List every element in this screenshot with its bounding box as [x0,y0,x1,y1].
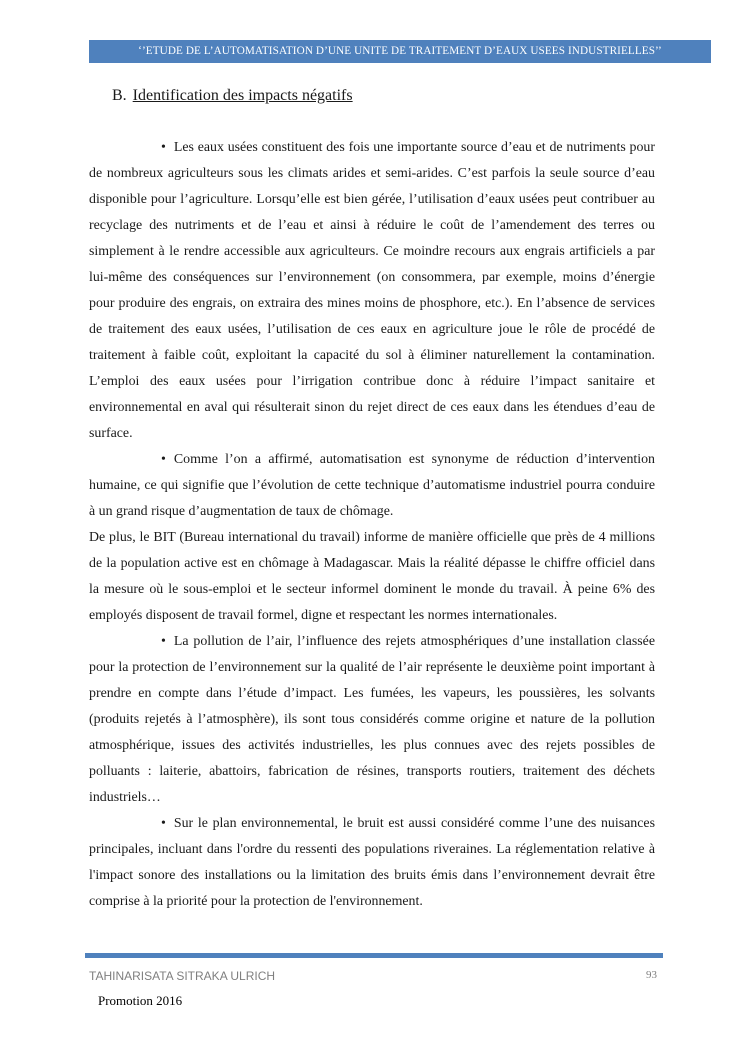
bullet-icon: • [161,634,166,649]
paragraph-text: Comme l’on a affirmé, automatisation est synonyme de réduction d’intervention humaine, ce qui signifie que l’évolution de cette technique d’automatisme industriel pourra conduire à un grand risque d’augmentation de taux de chômage. [89,452,655,519]
paragraph-bit-statistics [89,525,655,629]
bullet-icon: • [161,140,166,155]
footer-divider [85,953,663,958]
paragraph-text: De plus, le BIT (Bureau international du travail) informe de manière officielle que près de 4 millions de la population active est en chômage à Madagascar. Mais la réalité dépasse le chiffre officiel dans la mesure où le sous-emploi et le secteur informel dominent le monde du travail. À peine 6% des employés disposent de travail formel, digne et respectant les normes internationales. [89,530,655,623]
paragraph-text: Sur le plan environnemental, le bruit est aussi considéré comme l’une des nuisances principales, incluant dans l'ordre du ressenti des populations riveraines. La réglementation relative à l'impact sonore des installations ou la limitation des bruits émis dans l’environnement devrait être comprise à la priorité pour la protection de l'environnement. [89,816,655,909]
page-number: 93 [646,969,657,981]
bullet-icon: • [161,452,166,467]
paragraph-text: Les eaux usées constituent des fois une importante source d’eau et de nutriments pour de nombreux agriculteurs sous les climats arides et semi-arides. C’est parfois la seule source d’eau disponible pour l’agriculture. Lorsqu’elle est bien gérée, l’utilisation d’eaux usées peut contribuer au recyclage des nutriments et de l’eau et ainsi à réduire le coût de l’amendement des terres ou simplement à le rendre accessible aux agriculteurs. Ce moindre recours aux engrais artificiels a par lui-même des conséquences sur l’environnement (on consommera, par exemple, moins d’énergie pour produire des engrais, on extraira des mines moins de phosphore, etc.). En l’absence de services de traitement des eaux usées, l’utilisation de ces eaux en agriculture joue le rôle de procédé de traitement à faible coût, exploitant la capacité du sol à éliminer naturellement la contamination. L’emploi des eaux usées pour l’irrigation contribue donc à réduire l’impact sanitaire et environnemental en aval qui résulterait sinon du rejet direct de ces eaux dans les étendues d’eau de surface. [89,140,655,441]
footer-author: TAHINARISATA SITRAKA ULRICH [89,969,276,983]
footer-promotion: Promotion 2016 [98,993,183,1008]
paragraph-text: La pollution de l’air, l’influence des rejets atmosphériques d’une installation classée pour la protection de l’environnement sur la qualité de l’air représente le deuxième point important à prendre en compte dans l’étude d’impact. Les fumées, les vapeurs, les poussières, les solvants (produits rejetés à l’atmosphère), ils sont tous considérés comme origine et nature de la pollution atmosphérique, issues des activités industrielles, les plus connues avec des rejets possibles de polluants : laiterie, abattoirs, fabrication de résines, transports routiers, traitement des déchets industriels… [89,634,655,805]
running-header [89,40,711,63]
section-heading [112,87,353,105]
section-letter: B. [112,87,127,104]
body-text [89,135,655,915]
paragraph-wastewater-reuse [89,135,655,447]
paragraph-automation-unemployment [89,447,655,525]
paragraph-noise [89,811,655,915]
paragraph-air-pollution [89,629,655,811]
section-title: Identification des impacts négatifs [132,87,353,104]
bullet-icon: • [161,816,166,831]
running-header-title: ‘’ETUDE DE L’AUTOMATISATION D’UNE UNITE DE TRAITEMENT D’EAUX USEES INDUSTRIELLES’’ [138,45,662,57]
